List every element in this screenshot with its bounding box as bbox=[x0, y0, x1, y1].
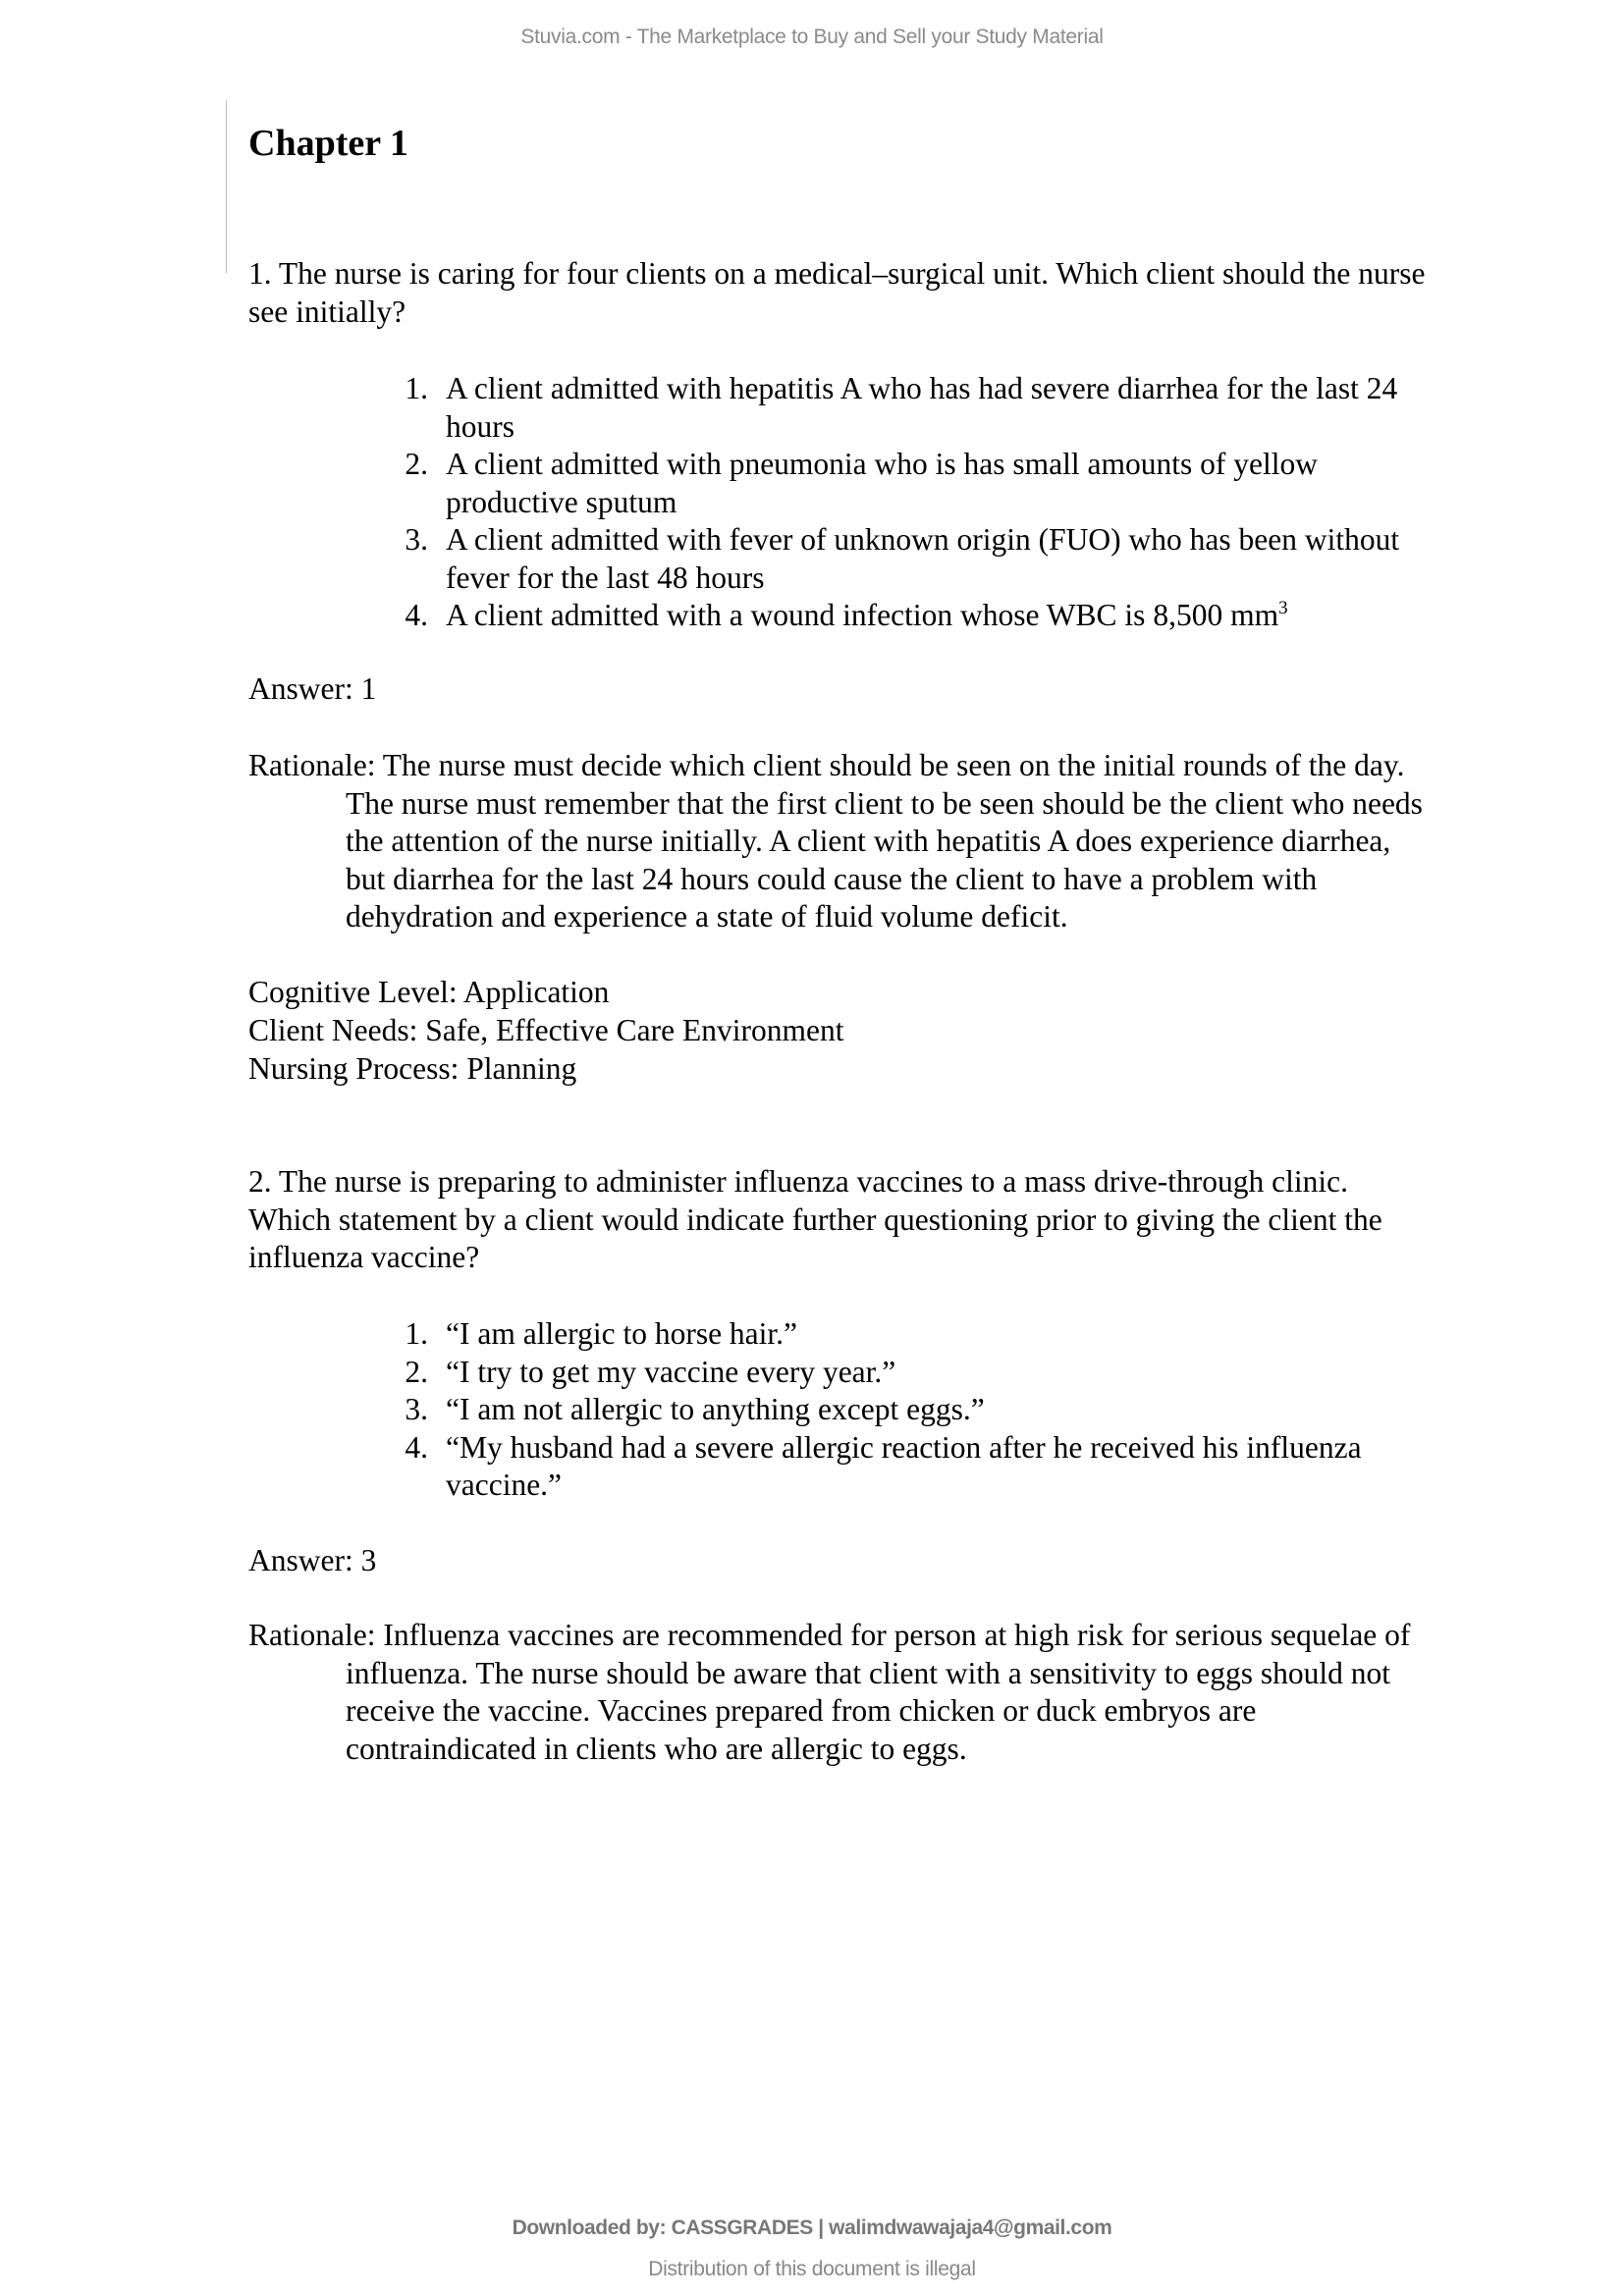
downloaded-label: Downloaded by: bbox=[512, 2216, 667, 2239]
chapter-title: Chapter 1 bbox=[248, 123, 408, 164]
distribution-notice: Distribution of this document is illegal bbox=[648, 2258, 976, 2280]
question-1-stem: 1. The nurse is caring for four clients on a medical–surgical unit. Which client should the nurse see initially? bbox=[248, 256, 1426, 329]
question-1-rationale: Rationale: The nurse must decide which client should be seen on the initial rounds of the day. The nurse must remember that the first client to be seen should be the client who needs the attention of the nurse initially. A client with hepatitis A does experience diarrhea, but diarrhea for the last 24 hours could cause the client to have a problem with dehydration and experience a state of fluid volume deficit. bbox=[248, 748, 1423, 934]
option: 1. “I am allergic to horse hair.” bbox=[405, 1316, 798, 1351]
option: 2. “I try to get my vaccine every year.” bbox=[405, 1354, 896, 1389]
cognitive-level: Cognitive Level: Application bbox=[248, 975, 610, 1009]
page-header-watermark: Stuvia.com - The Marketplace to Buy and Sell your Study Material bbox=[520, 26, 1104, 48]
option: 3. “I am not allergic to anything except eggs.” bbox=[405, 1392, 985, 1426]
superscript: 3 bbox=[1278, 598, 1288, 618]
downloaded-by bbox=[0, 2216, 1624, 2240]
question-2-options bbox=[399, 1315, 1430, 1505]
downloaded-user: CASSGRADES | walimdwawajaja4@gmail.com bbox=[671, 2216, 1112, 2239]
option: 4. “My husband had a severe allergic reaction after he received his influenza vaccine.” bbox=[405, 1429, 1362, 1502]
margin-line bbox=[226, 100, 227, 273]
nursing-process: Nursing Process: Planning bbox=[248, 1051, 577, 1086]
question-2-answer: Answer: 3 bbox=[248, 1543, 377, 1577]
option: 3. A client admitted with fever of unknown origin (FUO) who has been without fever for the last 48 hours bbox=[405, 522, 1400, 595]
question-1-options bbox=[399, 370, 1430, 635]
question-2-stem: 2. The nurse is preparing to administer influenza vaccines to a mass drive-through clinic. Which statement by a client would indicate further questioning prior to giving the client the influenza vaccine? bbox=[248, 1164, 1382, 1274]
option: 1. A client admitted with hepatitis A who has had severe diarrhea for the last 24 hours bbox=[405, 371, 1398, 444]
question-2-rationale: Rationale: Influenza vaccines are recommended for person at high risk for serious sequelae of influenza. The nurse should be aware that client with a sensitivity to eggs should not receive the vaccine. Vaccines prepared from chicken or duck embryos are contraindicated in clients who are allergic to eggs. bbox=[248, 1618, 1411, 1766]
option: 4. A client admitted with a wound infection whose WBC is 8,500 $mm^3$ bbox=[405, 598, 1288, 632]
option: 2. A client admitted with pneumonia who is has small amounts of yellow productive sputum bbox=[405, 447, 1318, 519]
question-1-answer: Answer: 1 bbox=[248, 671, 377, 706]
client-needs: Client Needs: Safe, Effective Care Environment bbox=[248, 1013, 844, 1047]
